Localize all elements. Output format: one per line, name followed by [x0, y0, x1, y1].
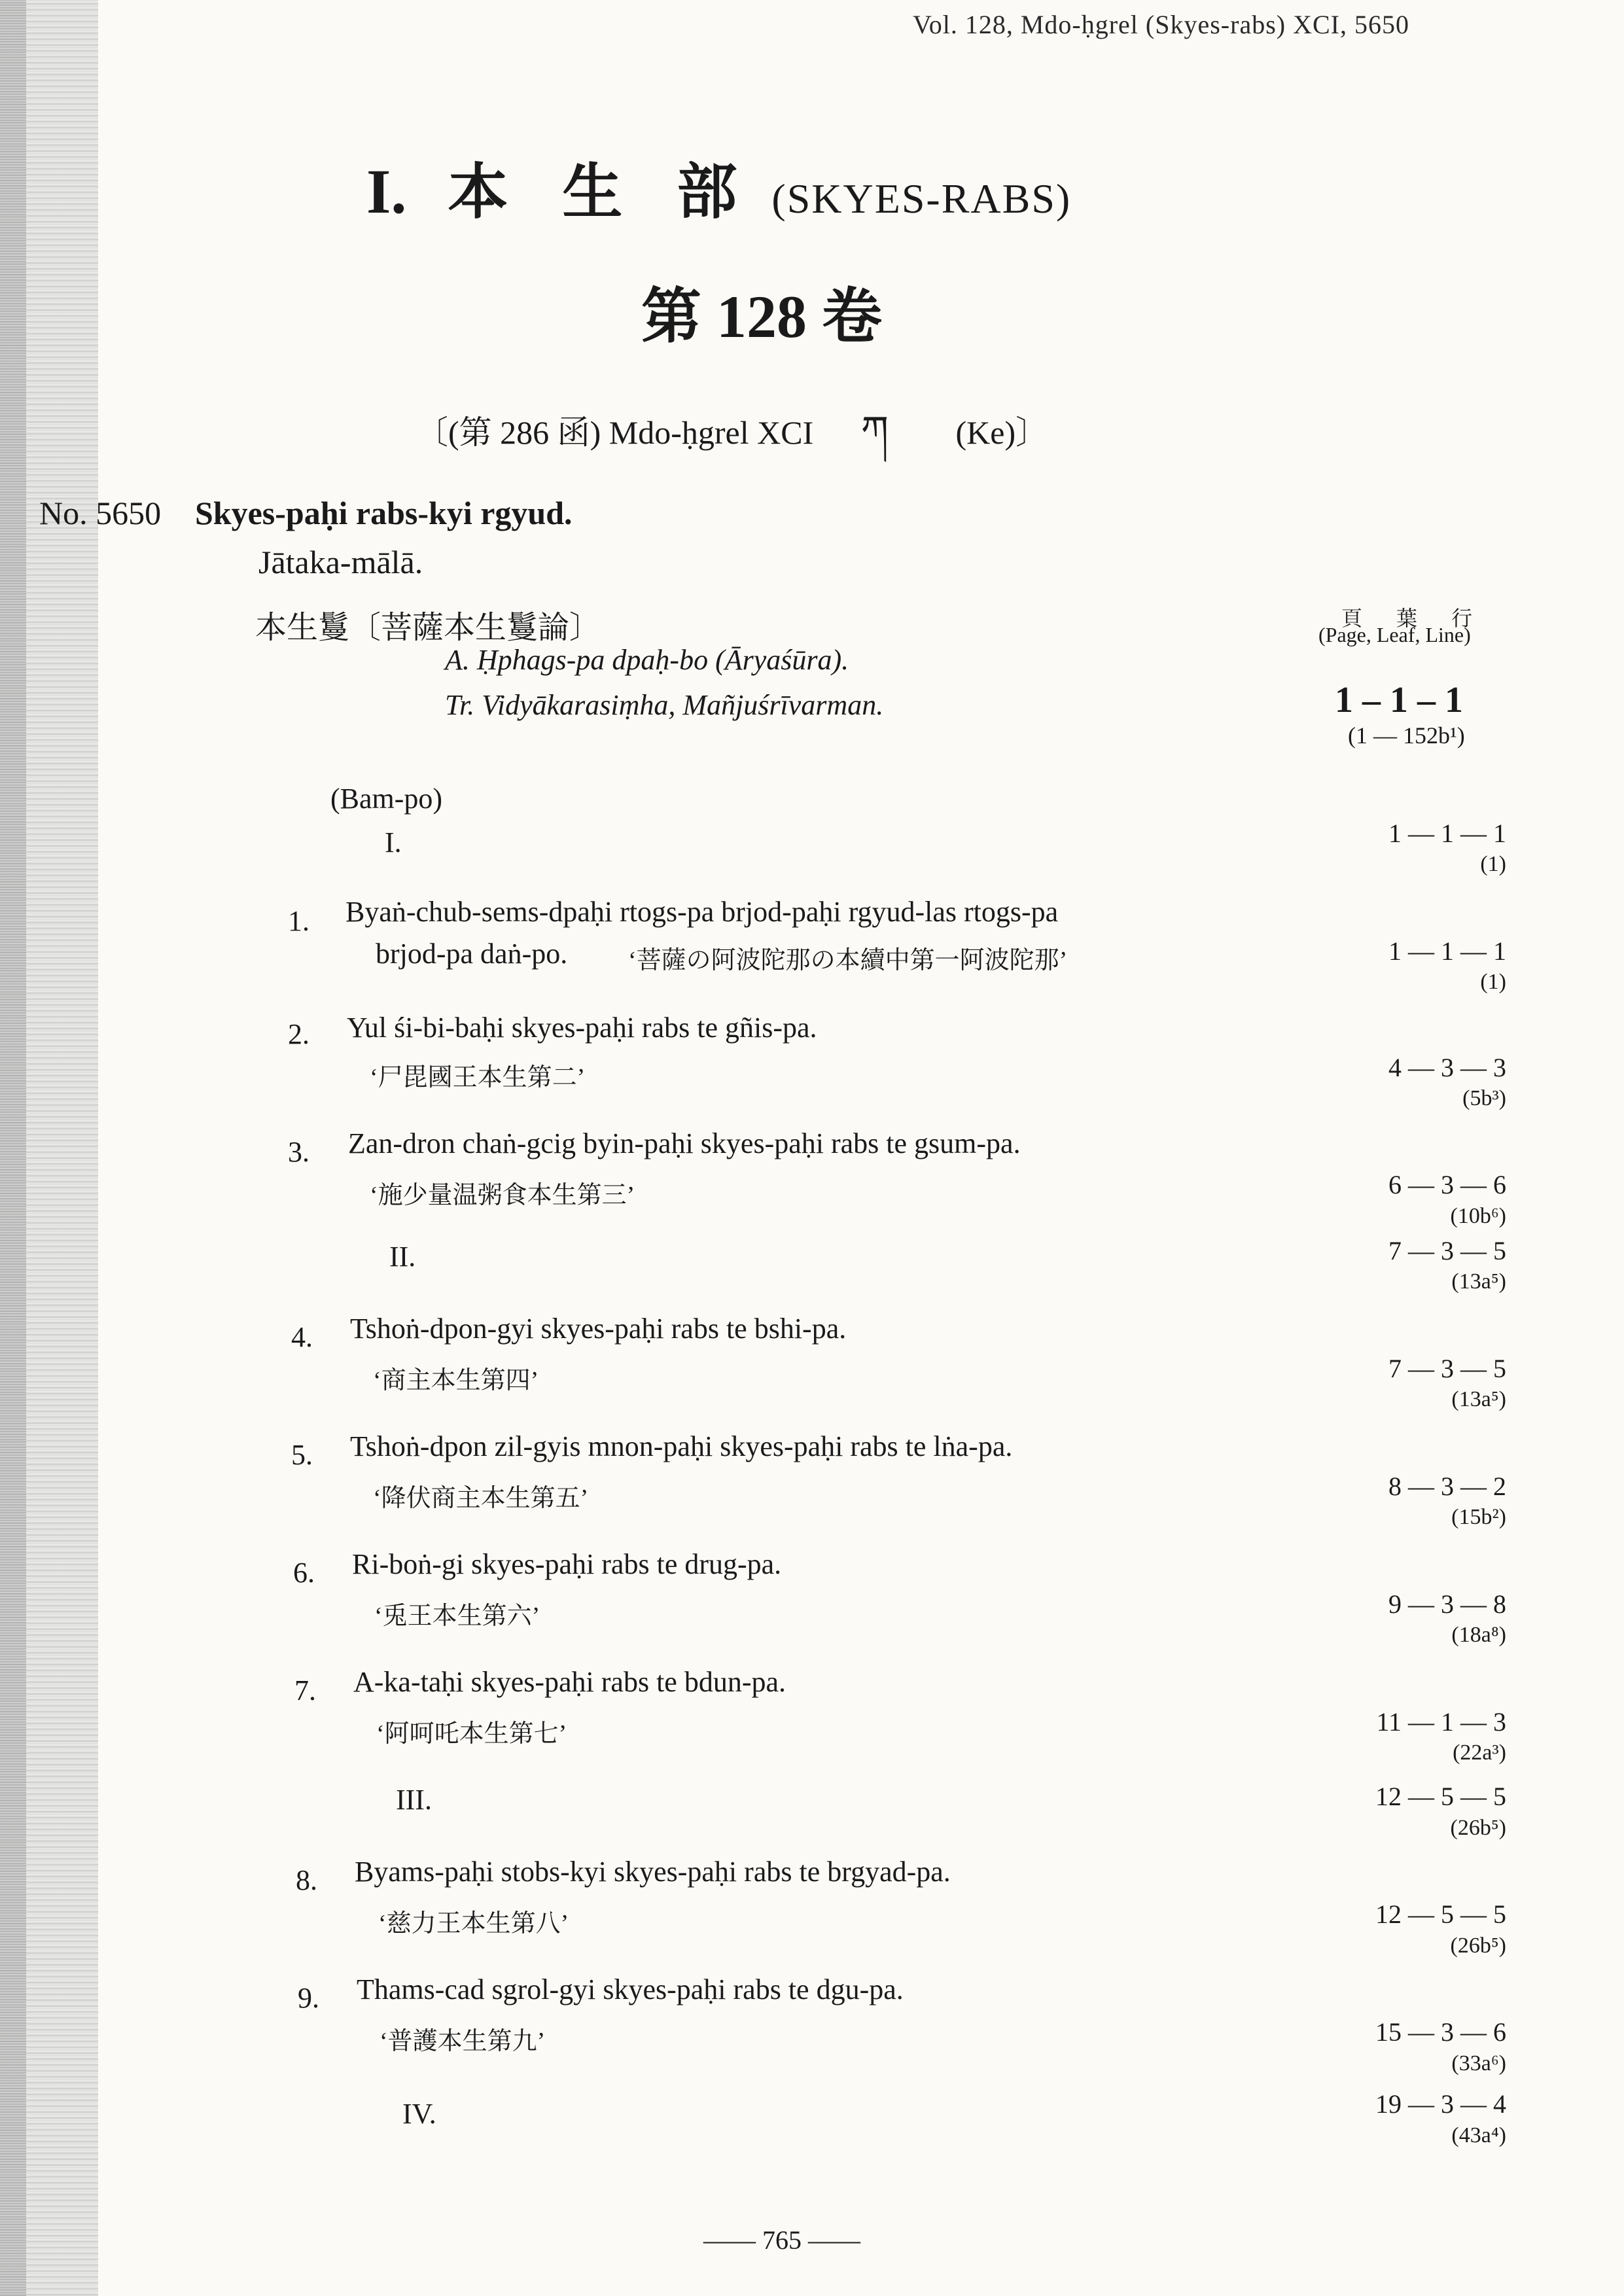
scan-edge-dark	[0, 0, 26, 2296]
title-kanji: 本 生 部	[448, 159, 757, 226]
work-title: Skyes-paḥi rabs-kyi rgyud.	[195, 495, 573, 531]
volume-info-ka: ཀ	[860, 409, 889, 452]
entry-folio: (26b⁵)	[1450, 1934, 1506, 1958]
volume-info-tail: (Ke)〕	[955, 414, 1049, 451]
entry-japanese: ‘兎王本生第六’	[374, 1602, 540, 1630]
entry-tibetan: Yul śi-bi-baḥi skyes-paḥi rabs te gñis-pa.	[347, 1012, 817, 1044]
volume-info-text: 〔(第 286 函) Mdo-ḥgrel XCI	[415, 414, 814, 451]
entry-japanese: ‘阿呵吒本生第七’	[376, 1720, 567, 1748]
entry-location: 8 — 3 — 2	[1388, 1472, 1506, 1501]
column-header-english: (Page, Leaf, Line)	[1318, 623, 1471, 646]
section-location: 7 — 3 — 5	[1388, 1236, 1506, 1265]
entry-location: 4 — 3 — 3	[1388, 1053, 1506, 1082]
entry-folio: (15b²)	[1451, 1505, 1506, 1529]
entry-number: 6.	[293, 1557, 315, 1589]
entry-tibetan: Byams-paḥi stobs-kyi skyes-paḥi rabs te brgyad-pa.	[355, 1856, 951, 1888]
work-location: 1 – 1 – 1	[1335, 680, 1463, 720]
work-japanese-title: 本生鬘〔菩薩本生鬘論〕	[255, 610, 601, 645]
title-latin: (SKYES-RABS)	[771, 175, 1072, 222]
entry-number: 4.	[291, 1321, 313, 1353]
entry-japanese: ‘尸毘國王本生第二’	[370, 1064, 586, 1091]
section-label: I.	[385, 826, 402, 858]
entry-japanese: ‘慈力王本生第八’	[378, 1910, 569, 1937]
entry-number: 5.	[291, 1439, 313, 1471]
entry-number: 2.	[288, 1018, 309, 1050]
section-location: 12 — 5 — 5	[1375, 1782, 1506, 1811]
entry-folio: (22a³)	[1453, 1740, 1506, 1765]
entry-number: 3.	[288, 1136, 309, 1168]
section-folio: (1)	[1480, 852, 1506, 876]
entry-tibetan: Thams-cad sgrol-gyi skyes-paḥi rabs te dgu-pa.	[357, 1973, 904, 2005]
entry-number: 7.	[294, 1674, 316, 1706]
section-folio: (26b⁵)	[1450, 1816, 1506, 1840]
entry-japanese: ‘菩薩の阿波陀那の本續中第一阿波陀那’	[628, 947, 1068, 974]
page-number: —— 765 ——	[703, 2225, 860, 2255]
work-number: No. 5650	[39, 495, 162, 531]
entry-folio: (10b⁶)	[1450, 1204, 1506, 1228]
work-author: A. Ḥphags-pa dpaḥ-bo (Āryaśūra).	[445, 644, 849, 676]
entry-location: 1 — 1 — 1	[1388, 936, 1506, 966]
section-location: 1 — 1 — 1	[1388, 819, 1506, 848]
entry-tibetan-continued: brjod-pa daṅ-po.	[376, 938, 568, 970]
entry-tibetan: Zan-dron chaṅ-gcig byin-paḥi skyes-paḥi rabs te gsum-pa.	[348, 1127, 1021, 1159]
volume-info	[415, 386, 1048, 497]
running-head: Vol. 128, Mdo-ḥgrel (Skyes-rabs) XCI, 5650	[913, 10, 1409, 39]
work-range: (1 — 152b¹)	[1348, 722, 1465, 749]
bampo-label: (Bam-po)	[330, 783, 443, 815]
entry-folio: (13a⁵)	[1451, 1387, 1506, 1411]
entry-folio: (33a⁶)	[1451, 2051, 1506, 2075]
section-folio: (13a⁵)	[1451, 1269, 1506, 1294]
entry-folio: (18a⁸)	[1451, 1623, 1506, 1647]
section-folio: (43a⁴)	[1451, 2123, 1506, 2147]
entry-location: 15 — 3 — 6	[1375, 2017, 1506, 2047]
section-label: II.	[389, 1241, 416, 1273]
entry-japanese: ‘普護本生第九’	[380, 2028, 546, 2055]
entry-folio: (1)	[1480, 970, 1506, 994]
section-label: III.	[396, 1784, 432, 1816]
entry-folio: (5b³)	[1462, 1086, 1506, 1110]
section-location: 19 — 3 — 4	[1375, 2089, 1506, 2119]
entry-tibetan: Ri-boṅ-gi skyes-paḥi rabs te drug-pa.	[352, 1548, 782, 1580]
title-roman: I.	[366, 156, 407, 226]
entry-location: 11 — 1 — 3	[1376, 1707, 1506, 1737]
entry-number: 1.	[288, 905, 309, 937]
entry-japanese: ‘降伏商主本生第五’	[373, 1485, 589, 1512]
entry-japanese: ‘商主本生第四’	[373, 1367, 539, 1394]
work-sanskrit-title: Jātaka-mālā.	[258, 544, 423, 580]
entry-location: 6 — 3 — 6	[1388, 1170, 1506, 1199]
entry-tibetan: Tshoṅ-dpon-gyi skyes-paḥi rabs te bshi-pa.	[350, 1313, 847, 1345]
entry-location: 9 — 3 — 8	[1388, 1589, 1506, 1619]
column-header-japanese: 頁 葉 行	[1341, 607, 1487, 630]
entry-location: 7 — 3 — 5	[1388, 1354, 1506, 1383]
entry-number: 9.	[298, 1982, 319, 2014]
entry-japanese: ‘施少量温粥食本生第三’	[370, 1182, 635, 1209]
entry-tibetan: A-ka-taḥi skyes-paḥi rabs te bdun-pa.	[353, 1666, 786, 1698]
volume-heading: 第 128 卷	[641, 283, 882, 350]
entry-location: 12 — 5 — 5	[1375, 1899, 1506, 1929]
entry-tibetan: Tshoṅ-dpon zil-gyis mnon-paḥi skyes-paḥi rabs te lṅa-pa.	[350, 1430, 1013, 1462]
page-title	[366, 144, 1071, 230]
entry-tibetan: Byaṅ-chub-sems-dpaḥi rtogs-pa brjod-paḥi rgyud-las rtogs-pa	[345, 896, 1059, 928]
entry-number: 8.	[296, 1864, 317, 1896]
section-label: IV.	[402, 2098, 436, 2130]
work-translator: Tr. Vidyākarasiṃha, Mañjuśrīvarman.	[445, 689, 884, 721]
